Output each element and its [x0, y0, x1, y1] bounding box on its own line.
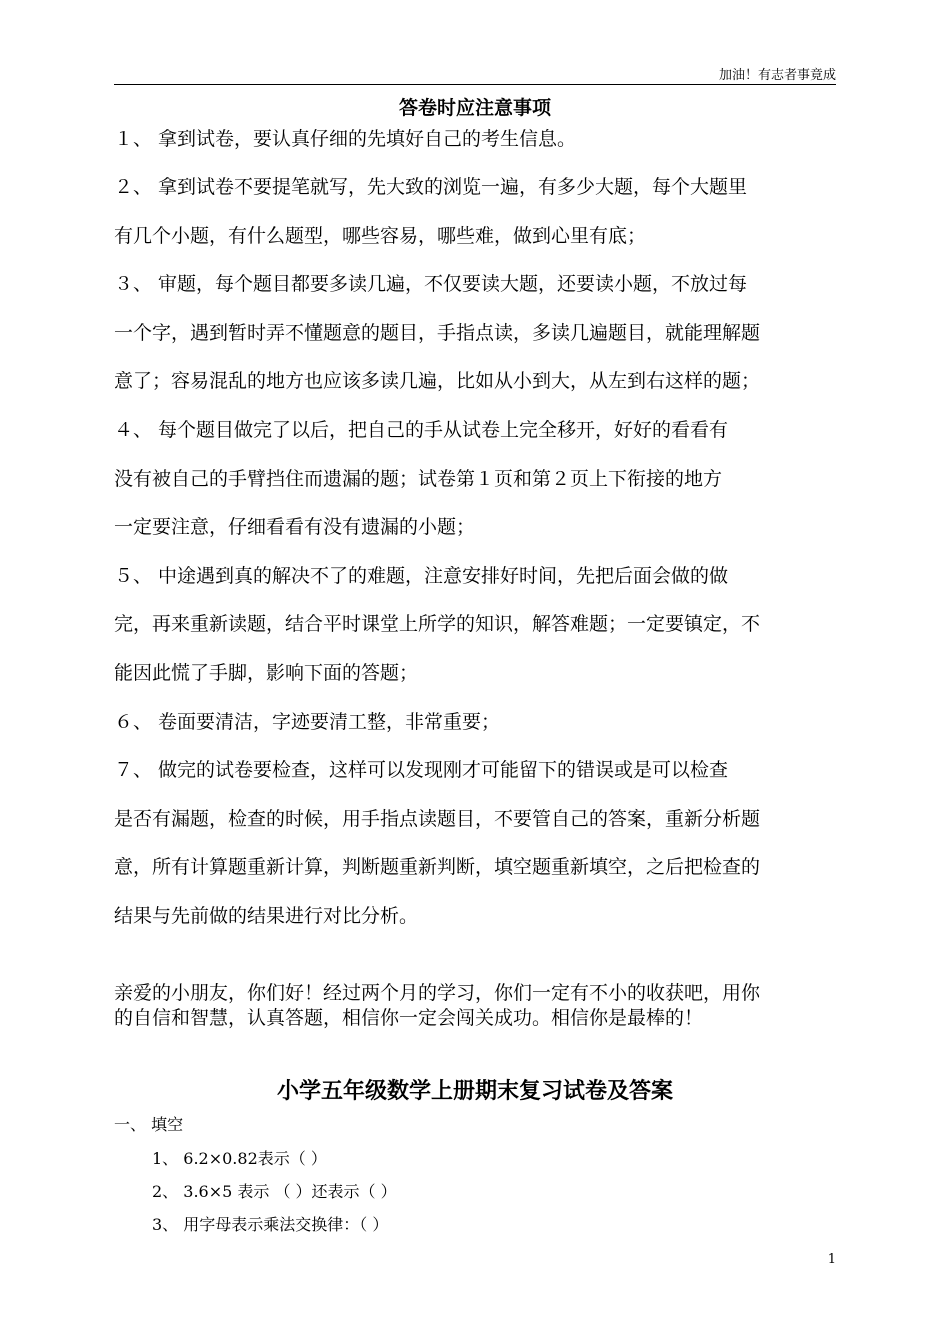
exam-title: 小学五年级数学上册期末复习试卷及答案 — [276, 1078, 673, 1104]
header-divider — [114, 84, 836, 85]
notice-line: 是否有漏题，检查的时候，用手指点读题目，不要管自己的答案，重新分析题 — [114, 808, 761, 830]
page-number: 1 — [827, 1252, 836, 1267]
notice-line: １、 拿到试卷，要认真仔细的先填好自己的考生信息。 — [114, 128, 577, 150]
greeting-line: 的自信和智慧，认真答题，相信你一定会闯关成功。相信你是最棒的！ — [114, 1007, 704, 1029]
notice-line: 结果与先前做的结果进行对比分析。 — [114, 905, 419, 927]
greeting-line: 亲爱的小朋友，你们好！经过两个月的学习，你们一定有不小的收获吧，用你 — [114, 982, 761, 1004]
header-motto: 加油！有志者事竟成 — [718, 68, 836, 83]
notice-line: 能因此慌了手脚，影响下面的答题； — [114, 662, 419, 684]
question-item: 3、 用字母表示乘法交换律：（ ） — [152, 1215, 389, 1234]
section-heading: 一、 填空 — [114, 1115, 184, 1134]
notice-line: ４、 每个题目做完了以后，把自己的手从试卷上完全移开，好好的看看有 — [114, 419, 729, 441]
notice-title: 答卷时应注意事项 — [398, 97, 551, 119]
notice-line: 意了；容易混乱的地方也应该多读几遍，比如从小到大，从左到右这样的题； — [114, 370, 761, 392]
notice-line: ５、 中途遇到真的解决不了的难题，注意安排好时间，先把后面会做的做 — [114, 565, 729, 587]
question-item: 2、 3.6×5 表示 （ ）还表示（ ） — [152, 1182, 397, 1201]
notice-line: ６、 卷面要清洁，字迹要清工整，非常重要； — [114, 711, 501, 733]
notice-line: 没有被自己的手臂挡住而遗漏的题；试卷第１页和第２页上下衔接的地方 — [114, 468, 723, 490]
notice-line: ３、 审题，每个题目都要多读几遍，不仅要读大题，还要读小题，不放过每 — [114, 273, 748, 295]
notice-line: 有几个小题，有什么题型，哪些容易，哪些难，做到心里有底； — [114, 225, 647, 247]
question-item: 1、 6.2×0.82表示（ ） — [152, 1149, 327, 1168]
notice-line: ２、 拿到试卷不要提笔就写，先大致的浏览一遍，有多少大题，每个大题里 — [114, 176, 748, 198]
notice-line: 一个字，遇到暂时弄不懂题意的题目，手指点读，多读几遍题目，就能理解题 — [114, 322, 761, 344]
notice-line: 意，所有计算题重新计算，判断题重新判断，填空题重新填空，之后把检查的 — [114, 856, 761, 878]
notice-line: 完，再来重新读题，结合平时课堂上所学的知识，解答难题；一定要镇定，不 — [114, 613, 761, 635]
notice-line: 一定要注意，仔细看看有没有遗漏的小题； — [114, 516, 476, 538]
notice-line: ７、 做完的试卷要检查，这样可以发现刚才可能留下的错误或是可以检查 — [114, 759, 729, 781]
